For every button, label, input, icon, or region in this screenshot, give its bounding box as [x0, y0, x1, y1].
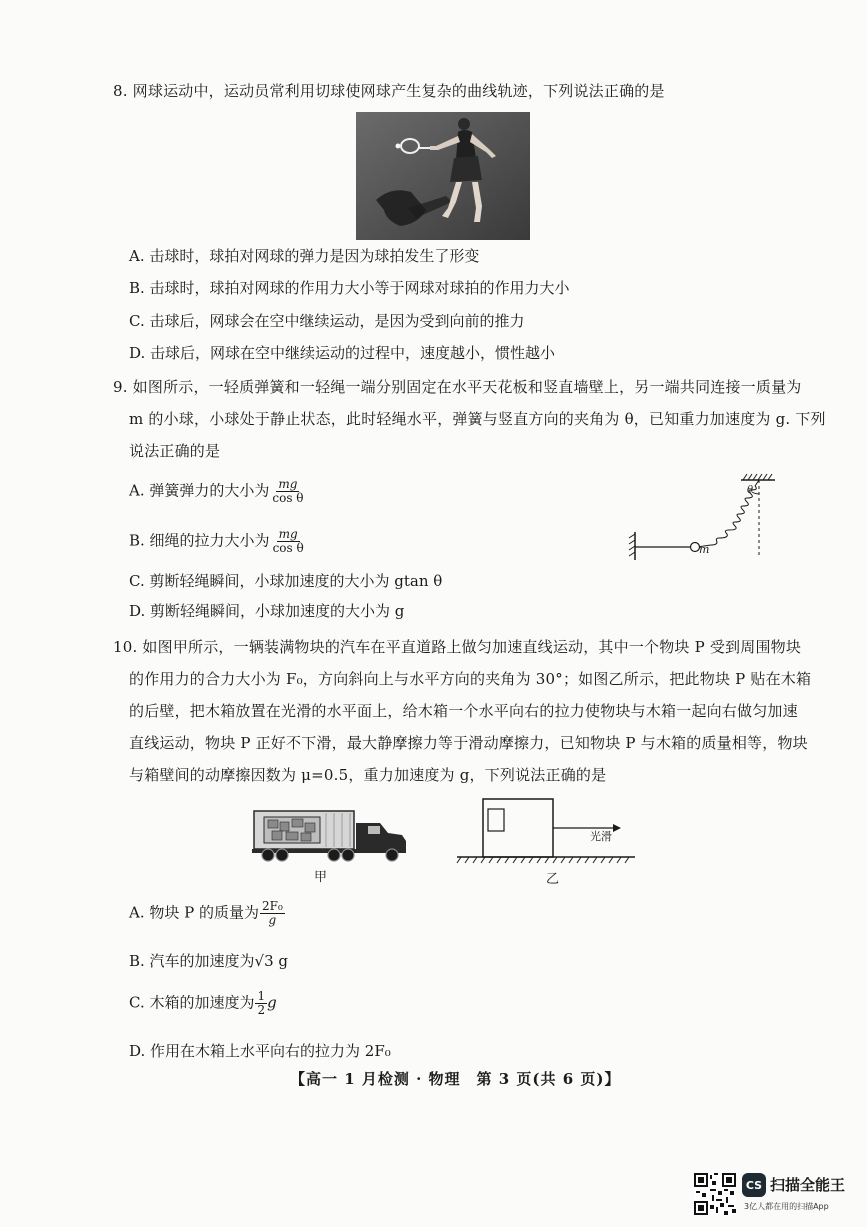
q9-option-b-numerator: mg: [278, 527, 298, 541]
q8-option-d: D. 击球后，网球在空中继续运动的过程中，速度越小，惯性越小: [129, 344, 556, 362]
q10-line4: 直线运动，物块 P 正好不下滑，最大静摩擦力等于滑动摩擦力，已知物块 P 与木箱的质量相等，物块: [129, 734, 808, 752]
q9-option-d: D. 剪断轻绳瞬间，小球加速度的大小为 g: [129, 602, 405, 620]
q9-option-c: C. 剪断轻绳瞬间，小球加速度的大小为 gtan θ: [129, 572, 443, 590]
q10-line1: 10. 如图甲所示，一辆装满物块的汽车在平直道路上做匀加速直线运动，其中一个物块 P 受到周围物块: [113, 638, 802, 656]
fig-jia-caption: 甲: [314, 870, 328, 885]
q9-stem-line3: 说法正确的是: [129, 442, 221, 460]
q9-stem-line1: 9. 如图所示，一轻质弹簧和一轻绳一端分别固定在水平天花板和竖直墙壁上，另一端共同连接一质量为: [113, 378, 802, 396]
q8-option-c: C. 击球后，网球会在空中继续运动，是因为受到向前的推力: [129, 312, 525, 330]
q8-option-a: A. 击球时，球拍对网球的弹力是因为球拍发生了形变: [129, 247, 480, 265]
scanner-logo-icon: CS: [742, 1173, 766, 1197]
fig-yi-caption: 乙: [546, 872, 560, 887]
tennis-photo: [356, 112, 530, 240]
q9-angle-label: θ: [747, 485, 754, 496]
q9-option-b-fraction: [271, 528, 306, 555]
q9-option-b: [129, 528, 306, 555]
q10-option-a-fraction: [260, 900, 285, 927]
page-footer: 【高一 1 月检测 · 物理 第 3 页(共 6 页)】: [290, 1070, 621, 1088]
q10-option-c-text: C. 木箱的加速度为: [129, 993, 255, 1012]
q9-option-a-text: A. 弹簧弹力的大小为: [129, 481, 270, 500]
q8-option-b: B. 击球时，球拍对网球的作用力大小等于网球对球拍的作用力大小: [129, 279, 570, 297]
q9-option-a-numerator: mg: [278, 477, 298, 491]
scanner-app-title: 扫描全能王: [770, 1176, 846, 1194]
q10-option-d: D. 作用在木箱上水平向右的拉力为 2F₀: [129, 1042, 391, 1060]
q10-option-a-denominator: g: [268, 913, 277, 927]
q10-option-c: [129, 990, 277, 1017]
q10-option-c-numerator: 1: [257, 989, 266, 1003]
q10-option-a-numerator: 2F₀: [262, 899, 283, 913]
q10-line2: 的作用力的合力大小为 F₀，方向斜向上与水平方向的夹角为 30°；如图乙所示，把此物块 P 贴在木箱: [129, 670, 812, 688]
qr-code: [694, 1173, 736, 1215]
q10-option-c-denominator: 2: [257, 1003, 266, 1017]
q9-option-a-denominator: cos θ: [272, 491, 304, 505]
fig-yi-smooth-label: 光滑: [590, 830, 612, 843]
q10-line5: 与箱壁间的动摩擦因数为 μ=0.5，重力加速度为 g，下列说法正确的是: [129, 766, 607, 784]
q9-option-b-text: B. 细绳的拉力大小为: [129, 531, 270, 550]
box-figure: [455, 795, 640, 870]
q10-option-c-fraction: [255, 990, 267, 1017]
q10-option-a: [129, 900, 285, 927]
q9-mass-label: m: [699, 543, 710, 556]
q10-line3: 的后壁，把木箱放置在光滑的水平面上，给木箱一个水平向右的拉力使物块与木箱一起向右做匀加速: [129, 702, 798, 720]
q10-option-a-text: A. 物块 P 的质量为: [129, 903, 259, 922]
q10-option-b: B. 汽车的加速度为√3 g: [129, 952, 289, 970]
q8-stem: 8. 网球运动中，运动员常利用切球使网球产生复杂的曲线轨迹，下列说法正确的是: [113, 82, 665, 100]
q9-option-b-denominator: cos θ: [272, 541, 304, 555]
q9-stem-line2: m 的小球，小球处于静止状态，此时轻绳水平，弹簧与竖直方向的夹角为 θ，已知重力加速度为 g. 下列: [129, 410, 826, 428]
q9-option-a: [129, 478, 306, 505]
truck-figure: [250, 805, 410, 865]
q9-option-a-fraction: [270, 478, 305, 505]
scanner-app-subtitle: 3亿人都在用的扫描App: [744, 1202, 829, 1211]
q10-option-c-suffix: g: [267, 993, 277, 1012]
